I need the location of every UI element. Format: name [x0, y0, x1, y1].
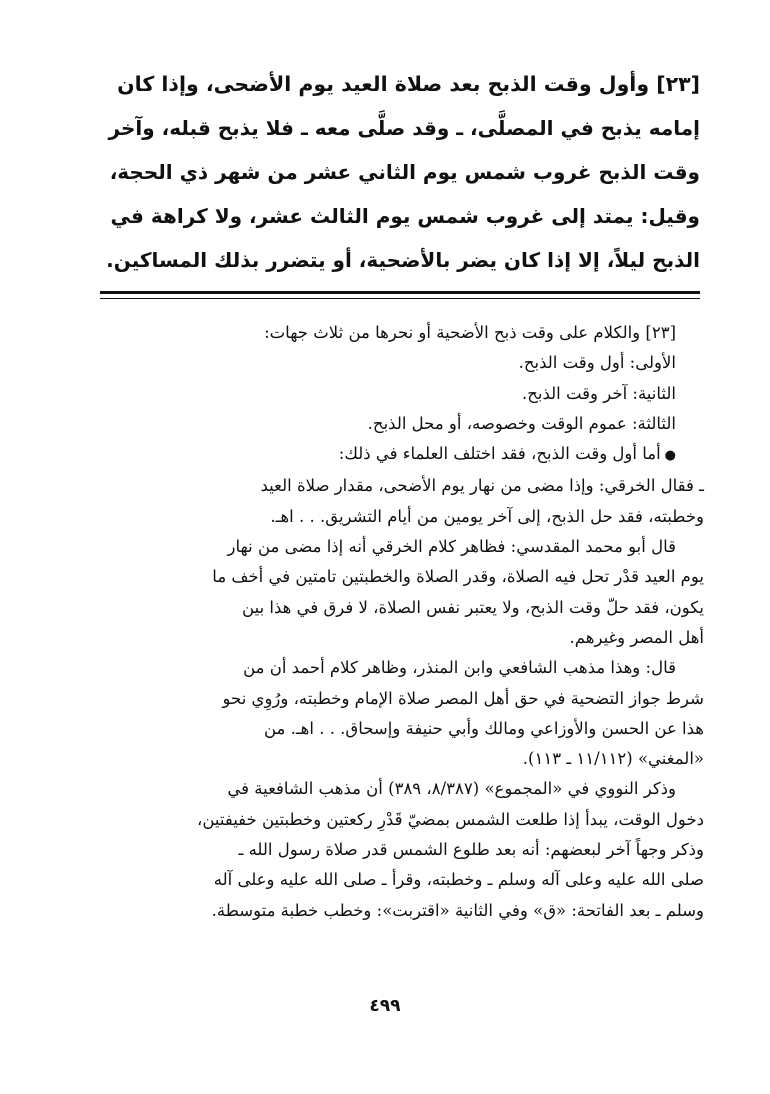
main-line: إمامه يذبح في المصلَّى، ـ وقد صلَّى معه ـ فلا يذبح قبله، وآخر [108, 116, 700, 140]
main-line: [٢٣] وأول وقت الذبح بعد صلاة العيد يوم الأضحى، وإذا كان [117, 72, 700, 96]
footnote [100, 318, 704, 926]
footnote-line: هذا عن الحسن والأوزاعي ومالك وأبي حنيفة وإسحاق. . . اهـ. من [263, 718, 704, 738]
footnote-line: قال أبو محمد المقدسي: فظاهر كلام الخرقي أنه إذا مضى من نهار [227, 537, 676, 557]
footnote-line: قال: وهذا مذهب الشافعي وابن المنذر، وظاهر كلام أحمد أن من [243, 658, 676, 678]
footnote-line-text: أما أول وقت الذبح، فقد اختلف العلماء في ذلك: [338, 444, 661, 464]
footnote-line: «المغني» (١١/١١٢ ـ ١١٣). [522, 749, 704, 769]
separator-thick [100, 291, 700, 294]
footnote-line: شرط جواز التضحية في حق أهل المصر صلاة الإمام وخطبته، ورُوِي نحو [222, 688, 704, 708]
page-number: ٤٩٩ [369, 996, 401, 1016]
main-line: الذبح ليلاً، إلا إذا كان يضر بالأضحية، أو يتضرر بذلك المساكين. [106, 248, 700, 272]
footnote-line: وسلم ـ بعد الفاتحة: «ق» وفي الثانية «اقتربت»: وخطب خطبة متوسطة. [211, 900, 704, 920]
footnote-line: الثانية: آخر وقت الذبح. [521, 383, 676, 403]
bullet-icon: ● [664, 448, 676, 464]
footnote-line: يوم العيد قدْر تحل فيه الصلاة، وقدر الصلاة والخطبتين تامتين في أخف ما [212, 567, 704, 587]
footnote-line: وذكر النووي في «المجموع» (٨/٣٨٧، ٣٨٩) أن مذهب الشافعية في [227, 779, 676, 799]
footnote-line: وخطبته، فقد حل الذبح، إلى آخر يومين من أيام التشريق. . . اهـ. [270, 506, 704, 526]
separator-thin [100, 298, 700, 299]
main-line: وقيل: يمتد إلى غروب شمس يوم الثالث عشر، ولا كراهة في [110, 204, 700, 228]
footnote-line: وذكر وجهاً آخر لبعضهم: أنه بعد طلوع الشمس قدر صلاة رسول الله ـ [238, 840, 704, 860]
footnote-line: [٢٣] والكلام على وقت ذبح الأضحية أو نحرها من ثلاث جهات: [264, 323, 676, 342]
footnote-line: دخول الوقت، يبدأ إذا طلعت الشمس بمضيّ قَدْرِ ركعتين وخطبتين خفيفتين، [197, 809, 704, 829]
footnote-line: يكون، فقد حلّ وقت الذبح، ولا يعتبر نفس الصلاة، لا فرق في هذا بين [242, 597, 704, 617]
main-line: وقت الذبح غروب شمس يوم الثاني عشر من شهر ذي الحجة، [109, 160, 700, 184]
footnote-line: صلى الله عليه وعلى آله وسلم ـ وخطبته، وقرأ ـ صلى الله عليه وعلى آله [213, 870, 704, 890]
footnote-line: ـ فقال الخرقي: وإذا مضى من نهار يوم الأضحى، مقدار صلاة العيد [260, 476, 704, 496]
footnote-line: الثالثة: عموم الوقت وخصوصه، أو محل الذبح. [367, 413, 676, 433]
main-text [100, 62, 700, 282]
footnote-line: الأولى: أول وقت الذبح. [518, 353, 676, 373]
footnote-line [100, 439, 704, 471]
footnote-line: أهل المصر وغيرهم. [569, 627, 704, 647]
